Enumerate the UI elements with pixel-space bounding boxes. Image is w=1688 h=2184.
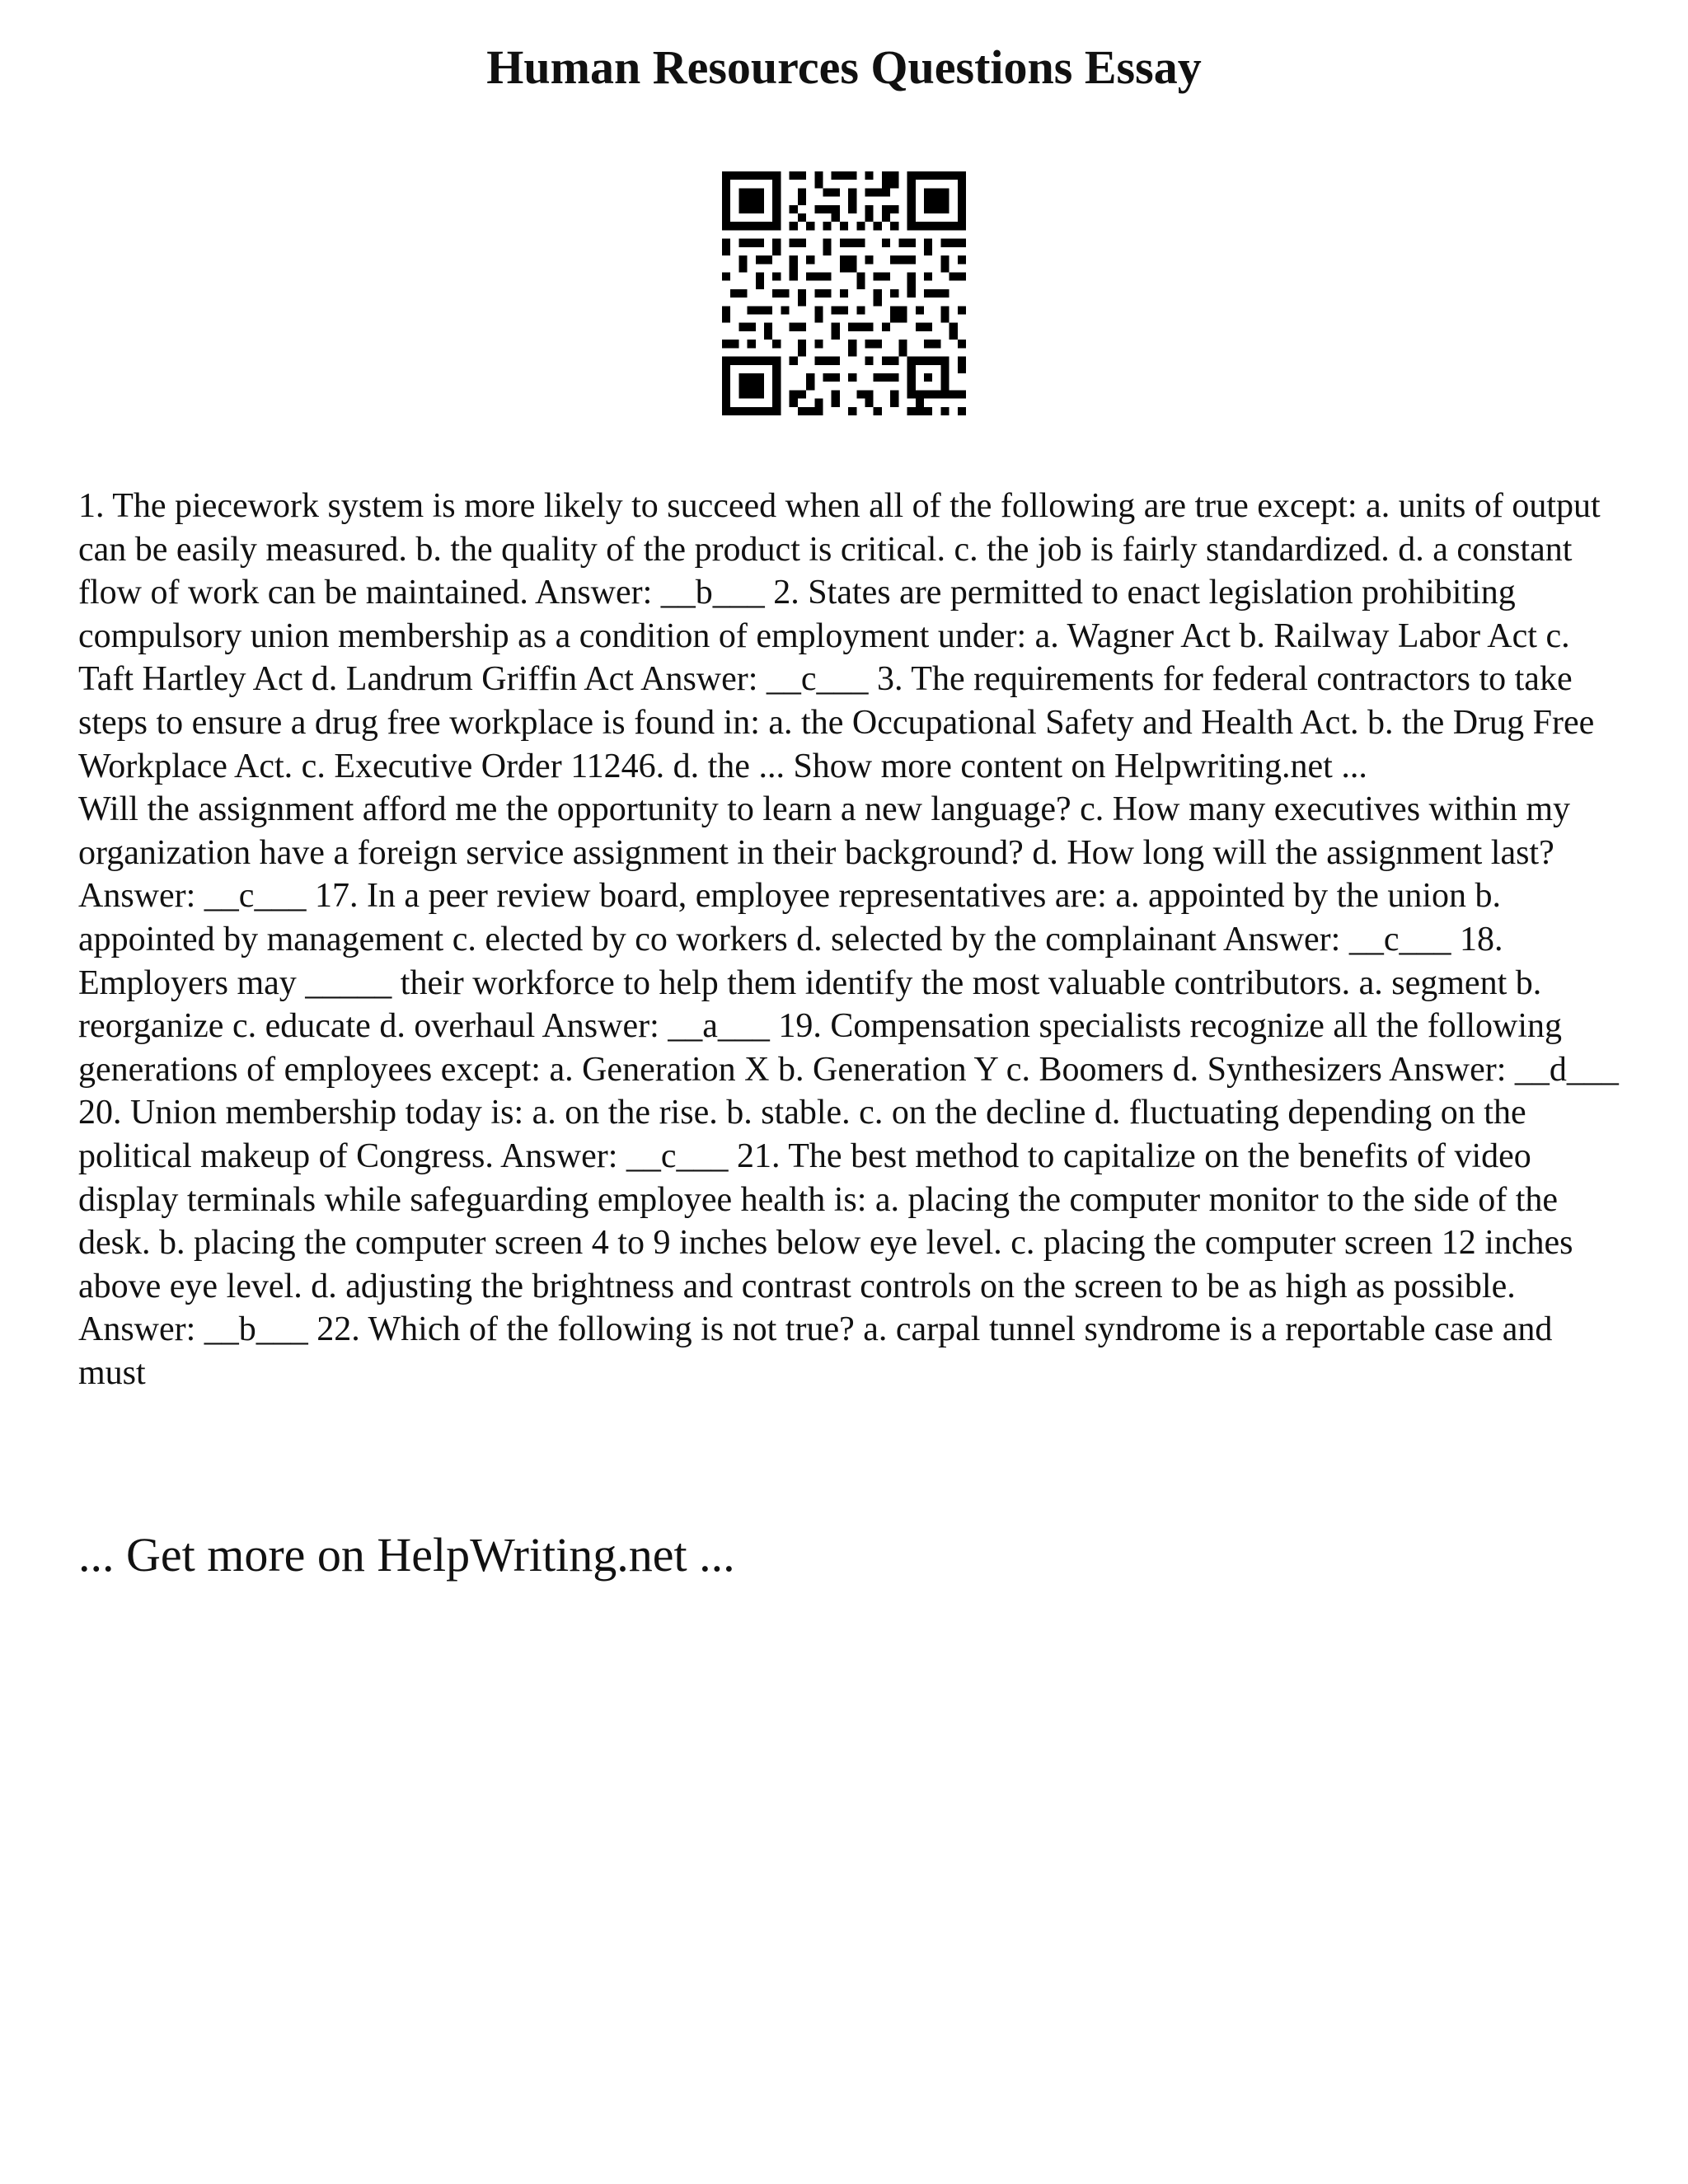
- qr-code-icon: [722, 171, 966, 415]
- page-title: Human Resources Questions Essay: [486, 40, 1202, 94]
- get-more-link[interactable]: ... Get more on HelpWriting.net ...: [78, 1528, 735, 1582]
- essay-body: [78, 485, 1620, 1394]
- essay-paragraph: Will the assignment afford me the opportunity to learn a new language? c. How many executives within my organization have a foreign service assignment in their background? d. How long will the assignment last? Answer: __c___ 17. In a peer review board, employee representatives are: a. appointed by the union b. appointed by management c. elected by co workers d. selected by the complainant Answer: __c___ 18. Employers may _____ their workforce to help them identify the most valuable contributors. a. segment b. reorganize c. educate d. overhaul Answer: __a___ 19. Compensation specialists recognize all the following generations of employees except: a. Generation X b. Generation Y c. Boomers d. Synthesizers Answer: __d___ 20. Union membership today is: a. on the rise. b. stable. c. on the decline d. fluctuating depending on the political makeup of Congress. Answer: __c___ 21. The best method to capitalize on the benefits of video display terminals while safeguarding employee health is: a. placing the computer monitor to the side of the desk. b. placing the computer screen 4 to 9 inches below eye level. c. placing the computer screen 12 inches above eye level. d. adjusting the brightness and contrast controls on the screen to be as high as possible. Answer: __b___ 22. Which of the following is not true? a. carpal tunnel syndrome is a reportable case and must: [78, 790, 1619, 1392]
- essay-paragraph: 1. The piecework system is more likely to succeed when all of the following are true except: a. units of output can be easily measured. b. the quality of the product is critical. c. the job is fairly standardized. d. a constant flow of work can be maintained. Answer: __b___ 2. States are permitted to enact legislation prohibiting compulsory union membership as a condition of employment under: a. Wagner Act b. Railway Labor Act c. Taft Hartley Act d. Landrum Griffin Act Answer: __c___ 3. The requirements for federal contractors to take steps to ensure a drug free workplace is found in: a. the Occupational Safety and Health Act. b. the Drug Free Workplace Act. c. Executive Order 11246. d. the ... Show more content on Helpwriting.net ...: [78, 487, 1601, 785]
